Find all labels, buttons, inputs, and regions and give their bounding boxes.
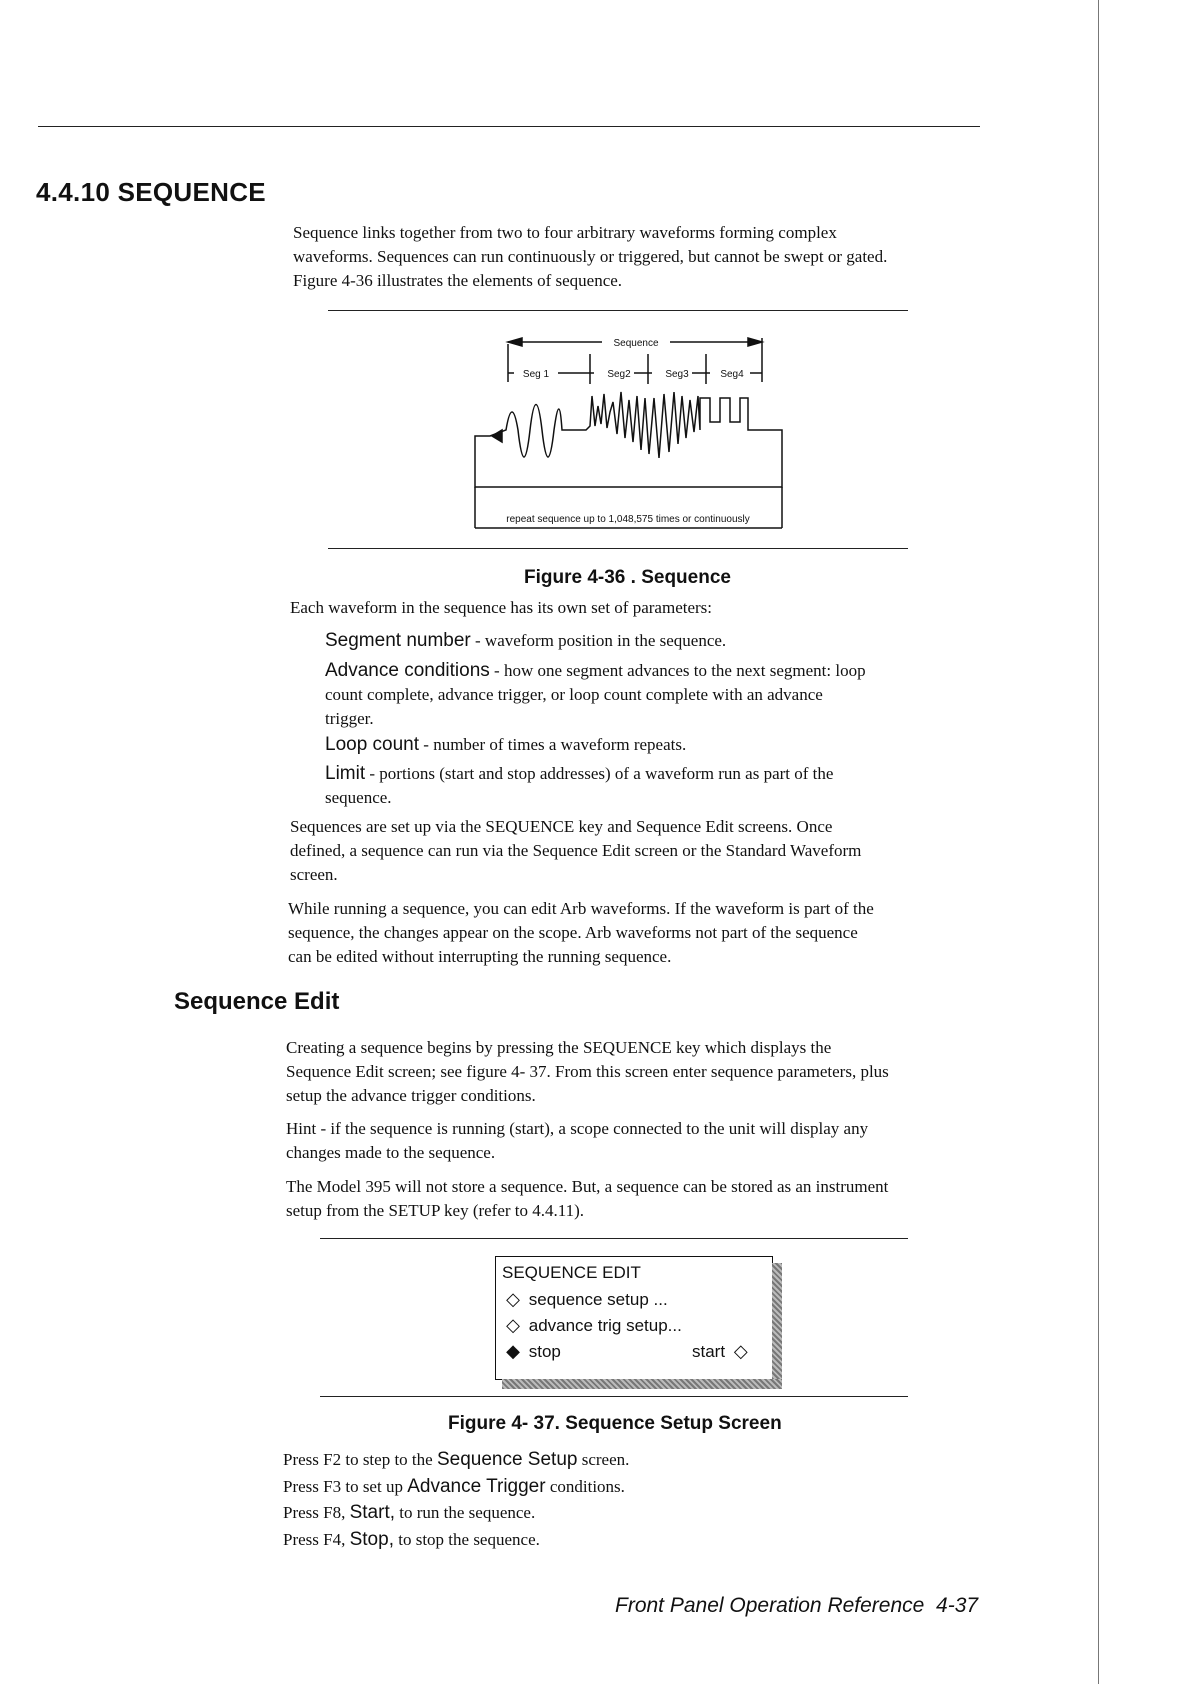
param-sep: - — [470, 631, 485, 650]
press-key: Start, — [349, 1502, 396, 1523]
running-line: While running a sequence, you can edit Arb waveforms. If the waveform is part of the — [288, 899, 874, 918]
press-line — [283, 1527, 983, 1554]
press-post: to stop the sequence. — [393, 1529, 540, 1549]
figure37-bottom-rule — [320, 1396, 908, 1397]
screen-title: SEQUENCE EDIT — [502, 1263, 641, 1282]
footer-text: Front Panel Operation Reference — [615, 1594, 925, 1617]
sequence-edit-heading: Sequence Edit — [174, 988, 340, 1015]
page-footer — [615, 1594, 978, 1618]
param-term: Advance conditions — [325, 660, 490, 681]
param-sep: - — [365, 764, 380, 783]
figure36-caption: Figure 4-36 . Sequence — [524, 567, 731, 588]
menu-stop[interactable] — [502, 1341, 561, 1362]
press-pre: Press F8, — [283, 1503, 350, 1522]
param-term: Limit — [325, 763, 366, 784]
intro-line: Sequence links together from two to four arbitrary waveforms forming complex — [293, 223, 837, 242]
param-desc: sequence. — [325, 788, 392, 807]
param-desc: waveform position in the sequence. — [484, 631, 727, 650]
param-term: Loop count — [325, 734, 420, 755]
intro-line: Figure 4-36 illustrates the elements of sequence. — [293, 271, 623, 290]
waveform-arrow-head — [492, 430, 502, 442]
diamond-open-icon: ◇ — [506, 1315, 520, 1335]
seq-edit-line: Sequence Edit screen; see figure 4- 37. From this screen enter sequence parameters, plus — [286, 1062, 889, 1081]
page-number: 4-37 — [936, 1594, 979, 1617]
param-desc: trigger. — [325, 709, 374, 728]
seq-edit-line: Creating a sequence begins by pressing the SEQUENCE key which displays the — [286, 1038, 832, 1057]
params-lead: Each waveform in the sequence has its own set of parameters: — [290, 598, 713, 617]
param-desc: portions (start and stop addresses) of a waveform run as part of the — [379, 764, 834, 783]
press-post: conditions. — [545, 1476, 625, 1496]
param-advance-conditions — [325, 659, 985, 731]
press-line — [283, 1474, 983, 1501]
seg3-label: Seg3 — [665, 369, 689, 380]
menu-sequence-setup[interactable] — [502, 1289, 668, 1310]
press-line — [283, 1500, 983, 1527]
setup-line: Sequences are set up via the SEQUENCE key and Sequence Edit screens. Once — [290, 817, 833, 836]
seq-edit-line: The Model 395 will not store a sequence. But, a sequence can be stored as an instrument — [286, 1177, 889, 1196]
seq-edit-p1 — [286, 1036, 996, 1108]
setup-paragraph — [290, 815, 1000, 887]
param-desc: count complete, advance trigger, or loop count complete with an advance — [325, 685, 823, 704]
repeat-note: repeat sequence up to 1,048,575 times or continuously — [506, 514, 750, 525]
sequence-diagram — [470, 326, 806, 532]
screen-shadow-right — [772, 1263, 782, 1385]
seq-edit-line: setup from the SETUP key (refer to 4.4.11). — [286, 1201, 585, 1220]
running-line: can be edited without interrupting the running sequence. — [288, 947, 672, 966]
press-pre: Press F3 to set up — [283, 1476, 408, 1496]
param-segment-number — [325, 629, 985, 653]
seg2-label: Seg2 — [607, 369, 631, 380]
press-line — [283, 1447, 983, 1474]
running-paragraph — [288, 897, 998, 969]
figure37-caption: Figure 4- 37. Sequence Setup Screen — [448, 1413, 782, 1434]
press-pre: Press F2 to step to the — [283, 1450, 437, 1469]
param-limit — [325, 762, 985, 810]
diamond-filled-icon: ◆ — [506, 1341, 520, 1361]
figure36-bottom-rule — [328, 548, 908, 549]
seq-edit-line: Hint - if the sequence is running (start), a scope connected to the unit will display any — [286, 1119, 869, 1138]
arrow-left-head — [508, 338, 522, 346]
param-sep: - — [489, 661, 504, 680]
param-term: Segment number — [325, 630, 471, 651]
seq-edit-hint — [286, 1117, 996, 1165]
figure36-top-rule — [328, 310, 908, 311]
setup-line: screen. — [290, 865, 338, 884]
intro-paragraph — [293, 221, 993, 293]
setup-line: defined, a sequence can run via the Sequence Edit screen or the Standard Waveform — [290, 841, 862, 860]
sequence-label: Sequence — [613, 338, 659, 349]
screen-shadow-bottom — [502, 1379, 782, 1389]
arrow-right-head — [748, 338, 762, 346]
press-pre: Press F4, — [283, 1529, 350, 1549]
param-desc: how one segment advances to the next segment: loop — [503, 661, 866, 680]
intro-line: waveforms. Sequences can run continuously or triggered, but cannot be swept or gated. — [293, 247, 888, 266]
seg4-label: Seg4 — [720, 369, 744, 380]
press-post: to run the sequence. — [395, 1503, 536, 1522]
menu-label: advance trig setup... — [528, 1316, 682, 1335]
press-key: Advance Trigger — [407, 1475, 546, 1497]
param-loop-count — [325, 733, 985, 757]
menu-label: stop — [528, 1342, 561, 1361]
menu-start[interactable] — [692, 1341, 752, 1362]
menu-label: start — [692, 1342, 726, 1361]
press-key: Sequence Setup — [436, 1449, 578, 1470]
running-line: sequence, the changes appear on the scope. Arb waveforms not part of the sequence — [288, 923, 858, 942]
menu-label: sequence setup ... — [528, 1290, 668, 1309]
diamond-open-icon: ◇ — [733, 1341, 748, 1361]
figure37-top-rule — [320, 1238, 908, 1239]
seq-edit-line: setup the advance trigger conditions. — [286, 1086, 536, 1105]
sequence-edit-screen — [495, 1256, 773, 1380]
param-sep: - — [419, 735, 434, 754]
press-list — [283, 1447, 983, 1553]
diamond-open-icon: ◇ — [506, 1289, 520, 1309]
press-key: Stop, — [349, 1528, 394, 1550]
section-title: 4.4.10 SEQUENCE — [36, 177, 266, 207]
param-desc: number of times a waveform repeats. — [433, 735, 687, 754]
menu-advance-trig-setup[interactable] — [502, 1315, 682, 1336]
header-rule — [38, 126, 980, 127]
seq-edit-line: changes made to the sequence. — [286, 1143, 496, 1162]
seq-edit-p3 — [286, 1175, 996, 1223]
press-post: screen. — [577, 1450, 630, 1469]
right-edge-line — [1098, 0, 1099, 1684]
seg1-label: Seg 1 — [522, 369, 550, 380]
